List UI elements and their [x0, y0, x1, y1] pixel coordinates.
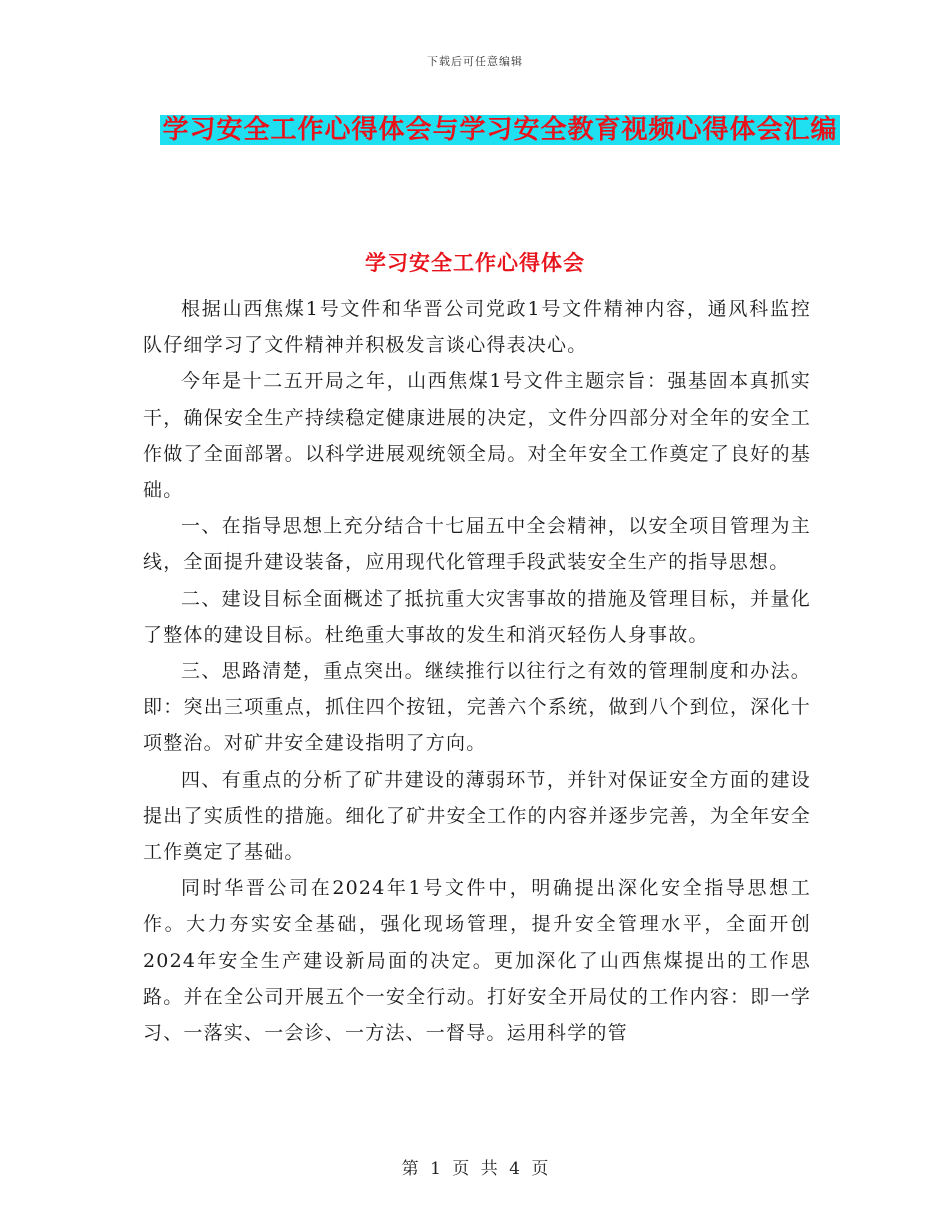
- paragraph: 一、在指导思想上充分结合十七届五中全会精神，以安全项目管理为主线，全面提升建设装备，应用现代化管理手段武装安全生产的指导思想。: [143, 515, 811, 574]
- section-title: 学习安全工作心得体会: [365, 251, 585, 275]
- paragraph: 三、思路清楚，重点突出。继续推行以往行之有效的管理制度和办法。即：突出三项重点，抓住四个按钮，完善六个系统，做到八个到位，深化十项整治。对矿井安全建设指明了方向。: [143, 660, 811, 755]
- paragraph: 四、有重点的分析了矿井建设的薄弱环节，并针对保证安全方面的建设提出了实质性的措施。细化了矿井安全工作的内容并逐步完善，为全年安全工作奠定了基础。: [143, 768, 811, 864]
- paragraph: 二、建设目标全面概述了抵抗重大灾害事故的措施及管理目标，并量化了整体的建设目标。杜绝重大事故的发生和消灭轻伤人身事故。: [143, 587, 811, 646]
- paragraph: 根据山西焦煤1号文件和华晋公司党政1号文件精神内容，通风科监控队仔细学习了文件精神并积极发言谈心得表决心。: [143, 298, 811, 357]
- paragraph: 同时华晋公司在2024年1号文件中，明确提出深化安全指导思想工作。大力夯实安全基础，强化现场管理，提升安全管理水平，全面开创2024年安全生产建设新局面的决定。更加深化了山西焦煤提出的工作思路。并在全公司开展五个一安全行动。打好安全开局仗的工作内容：即一学习、一落实、一会诊、一方法、一督导。运用科学的管: [143, 877, 811, 1045]
- document-title: [150, 106, 850, 154]
- document-title-text: 学习安全工作心得体会与学习安全教育视频心得体会汇编: [162, 115, 838, 145]
- header-note: 下载后可任意编辑: [427, 55, 523, 68]
- paragraph: 今年是十二五开局之年，山西焦煤1号文件主题宗旨：强基固本真抓实干，确保安全生产持续稳定健康进展的决定，文件分四部分对全年的安全工作做了全面部署。以科学进展观统领全局。对全年安全工作奠定了良好的基础。: [143, 370, 811, 502]
- document-body: [143, 291, 811, 1051]
- page-footer: 第 1 页 共 4 页: [401, 1159, 549, 1179]
